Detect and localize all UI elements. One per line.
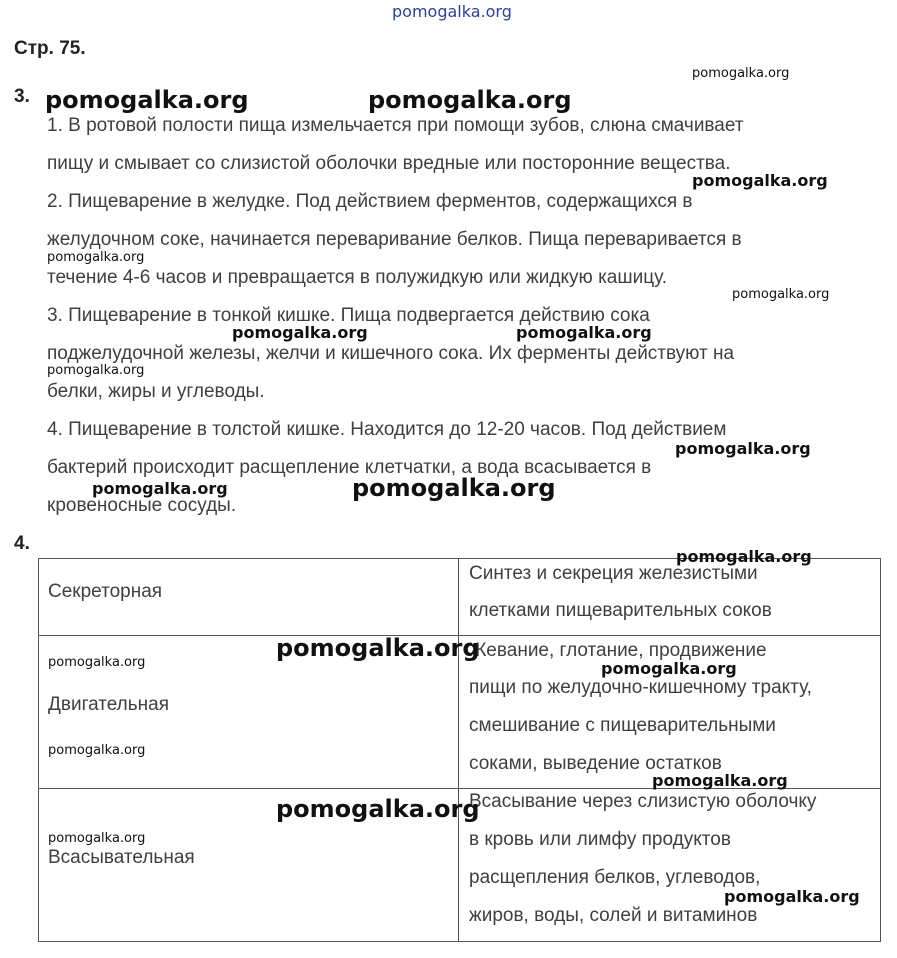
task3-line: белки, жиры и углеводы. xyxy=(47,381,265,402)
watermark: pomogalka.org xyxy=(276,795,480,823)
watermark: pomogalka.org xyxy=(352,474,556,502)
task3-number: 3. xyxy=(14,86,30,107)
watermark: pomogalka.org xyxy=(92,479,228,498)
watermark: pomogalka.org xyxy=(276,634,480,662)
watermark: pomogalka.org xyxy=(47,363,145,378)
watermark: pomogalka.org xyxy=(47,250,145,265)
description-line: Жевание, глотание, продвижение xyxy=(469,640,767,661)
page-label: Стр. 75. xyxy=(14,38,86,59)
task3-line: 3. Пищеварение в тонкой кишке. Пища подвергается действию сока xyxy=(47,305,650,326)
description-line: пищи по желудочно-кишечному тракту, xyxy=(469,677,812,698)
description-line: в кровь или лимфу продуктов xyxy=(469,829,731,850)
watermark: pomogalka.org xyxy=(48,831,146,846)
table-cell-description xyxy=(459,559,881,636)
task3-line: течение 4-6 часов и превращается в полужидкую или жидкую кашицу. xyxy=(47,267,667,288)
task3-line: пищу и смывает со слизистой оболочки вредные или посторонние вещества. xyxy=(47,153,731,174)
function-name: Двигательная xyxy=(48,694,169,715)
description-line: соками, выведение остатков xyxy=(469,753,722,774)
task3-line: поджелудочной железы, желчи и кишечного сока. Их ферменты действуют на xyxy=(47,343,735,364)
watermark: pomogalka.org xyxy=(652,771,788,790)
watermark: pomogalka.org xyxy=(732,287,830,302)
description-line: Синтез и секреция железистыми xyxy=(469,563,758,584)
watermark-top: pomogalka.org xyxy=(392,2,512,21)
watermark: pomogalka.org xyxy=(232,323,368,342)
table-cell-description xyxy=(459,789,881,942)
task3-line: бактерий происходит расщепление клетчатки, а вода всасывается в xyxy=(47,457,652,478)
watermark: pomogalka.org xyxy=(692,171,828,190)
watermark: pomogalka.org xyxy=(368,86,572,114)
watermark: pomogalka.org xyxy=(601,659,737,678)
watermark: pomogalka.org xyxy=(724,887,860,906)
watermark: pomogalka.org xyxy=(48,655,146,670)
watermark: pomogalka.org xyxy=(675,439,811,458)
watermark: pomogalka.org xyxy=(516,323,652,342)
task3-line: 1. В ротовой полости пища измельчается при помощи зубов, слюна смачивает xyxy=(47,115,744,136)
watermark: pomogalka.org xyxy=(45,86,249,114)
watermark: pomogalka.org xyxy=(692,66,790,81)
table-row xyxy=(39,559,881,636)
watermark: pomogalka.org xyxy=(676,547,812,566)
task4-number: 4. xyxy=(14,533,30,554)
table-cell-function xyxy=(39,559,459,636)
function-name: Всасывательная xyxy=(48,847,195,868)
task3-line: желудочном соке, начинается переваривание белков. Пища переваривается в xyxy=(47,229,742,250)
description-line: Всасывание через слизистую оболочку xyxy=(469,791,817,812)
task3-line: 4. Пищеварение в толстой кишке. Находится до 12-20 часов. Под действием xyxy=(47,419,727,440)
watermark: pomogalka.org xyxy=(48,743,146,758)
functions-table xyxy=(38,558,881,942)
task3-line: кровеносные сосуды. xyxy=(47,495,237,516)
description-line: смешивание с пищеварительными xyxy=(469,715,776,736)
description-line: жиров, воды, солей и витаминов xyxy=(469,905,758,926)
description-line: расщепления белков, углеводов, xyxy=(469,867,761,888)
task3-line: 2. Пищеварение в желудке. Под действием ферментов, содержащихся в xyxy=(47,191,693,212)
function-name: Секреторная xyxy=(48,581,163,602)
description-line: клетками пищеварительных соков xyxy=(469,600,772,621)
